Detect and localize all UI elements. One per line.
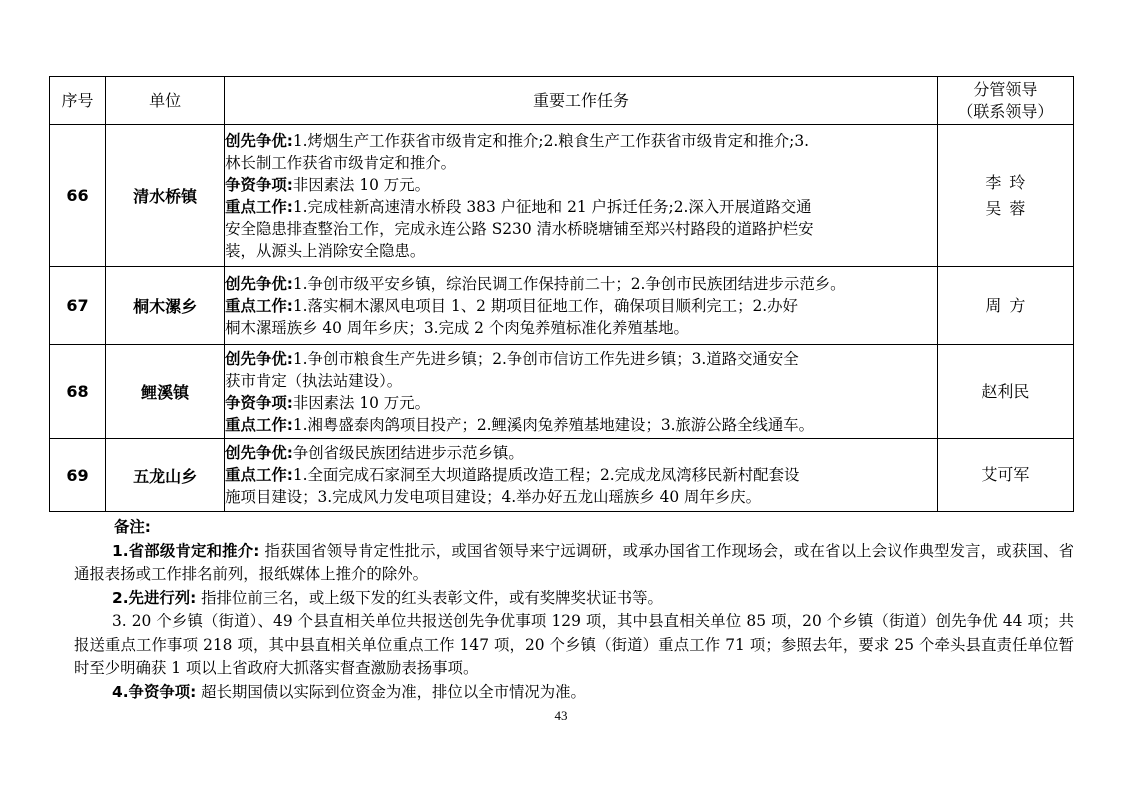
row-tasks: [225, 267, 938, 345]
task-text: 非因素法 10 万元。: [292, 393, 430, 412]
task-text: 1.争创市粮食生产先进乡镇；2.争创市信访工作先进乡镇；3.道路交通安全: [292, 349, 799, 368]
header-unit: 单位: [106, 77, 225, 125]
leader-name: 李玲: [985, 172, 1034, 192]
task-text: 装，从源头上消除安全隐患。: [225, 241, 426, 260]
note-label: 4.争资争项:: [112, 682, 197, 701]
note-label: 1.省部级肯定和推介:: [112, 541, 260, 560]
note-text: 指获国省领导肯定性批示，或国省领导来宁远调研，或承办国省工作现场会，或在省以上会议作典型发言，或获国、省通报表扬或工作排名前列，报纸媒体上推介的除外。: [74, 541, 1074, 583]
task-text: 争创省级民族团结进步示范乡镇。: [292, 444, 524, 462]
task-line: [225, 174, 937, 196]
task-label: 重点工作:: [225, 296, 293, 315]
note-item: [74, 681, 1074, 705]
notes-title: 备注:: [114, 518, 151, 536]
task-text: 1.全面完成石家洞至大坝道路提质改造工程；2.完成龙凤湾移民新村配套设: [292, 466, 800, 484]
task-text: 安全隐患排查整治工作，完成永连公路 S230 清水桥晓塘铺至郑兴村路段的道路护栏安: [225, 219, 814, 238]
row-leaders: [937, 439, 1073, 512]
task-text: 施项目建设；3.完成风力发电项目建设；4.举办好五龙山瑶族乡 40 周年乡庆。: [225, 488, 762, 506]
task-line: [225, 370, 937, 392]
task-line: [225, 392, 937, 414]
table-row: [50, 345, 1074, 439]
row-leaders: [937, 345, 1073, 439]
task-label: 创先争优:: [225, 131, 293, 150]
task-label: 重点工作:: [225, 466, 293, 484]
task-line: [225, 348, 937, 370]
table-header-row: [50, 77, 1074, 125]
task-line: [225, 317, 937, 339]
leader-name: 艾可军: [981, 465, 1030, 484]
task-text: 桐木漯瑶族乡 40 周年乡庆；3.完成 2 个肉兔养殖标准化养殖基地。: [225, 318, 689, 337]
leader-name: 吴蓉: [985, 198, 1034, 218]
task-text: 获市肯定（执法站建设）。: [225, 371, 403, 390]
page-number: 43: [554, 708, 568, 723]
task-label: 创先争优:: [225, 274, 293, 293]
note-item: [74, 610, 1074, 681]
task-line: [225, 130, 937, 152]
task-label: 创先争优:: [225, 349, 293, 368]
task-line: [225, 486, 937, 508]
leader-name: 赵利民: [981, 381, 1030, 401]
row-unit: 桐木漯乡: [106, 267, 225, 345]
table-row: [50, 267, 1074, 345]
notes-section: [74, 516, 1074, 704]
row-leaders: [937, 125, 1073, 267]
task-label: 创先争优:: [225, 444, 293, 462]
row-number: 68: [50, 345, 106, 439]
row-tasks: [225, 125, 938, 267]
header-task: 重要工作任务: [225, 77, 938, 125]
task-line: [225, 442, 937, 464]
task-text: 1.烤烟生产工作获省市级肯定和推介;2.粮食生产工作获省市级肯定和推介;3.: [292, 131, 810, 150]
task-line: [225, 218, 937, 240]
note-text: 3. 20 个乡镇（街道）、49 个县直相关单位共报送创先争优事项 129 项，其中县直相关单位 85 项，20 个乡镇（街道）创先争优 44 项；共报送重点工作事项 218 项，其中县直相关单位重点工作 147 项，20 个乡镇（街道）重点工作 71 项；参照去年，要求 25 个牵头县直责任单位暂时至少明确获 1 项以上省政府大抓落实督查激励表扬事项。: [74, 612, 1074, 677]
header-num: 序号: [50, 77, 106, 125]
table-row: [50, 439, 1074, 512]
row-unit: 鲤溪镇: [106, 345, 225, 439]
header-leader: [937, 77, 1073, 125]
row-number: 66: [50, 125, 106, 267]
task-text: 非因素法 10 万元。: [292, 175, 430, 194]
note-text: 指排位前三名，或上级下发的红头表彰文件，或有奖牌奖状证书等。: [196, 588, 663, 607]
task-line: [225, 273, 937, 295]
task-label: 重点工作:: [225, 197, 293, 216]
task-line: [225, 464, 937, 486]
row-tasks: [225, 345, 938, 439]
task-label: 争资争项:: [225, 175, 293, 194]
row-number: 69: [50, 439, 106, 512]
note-label: 2.先进行列:: [112, 588, 197, 607]
task-line: [225, 152, 937, 174]
note-item: [74, 540, 1074, 587]
task-text: 林长制工作获省市级肯定和推介。: [225, 153, 457, 172]
task-label: 重点工作:: [225, 415, 293, 434]
task-line: [225, 414, 937, 436]
note-text: 超长期国债以实际到位资金为准，排位以全市情况为准。: [196, 682, 586, 701]
header-leader-line1: 分管领导: [973, 79, 1038, 99]
task-line: [225, 196, 937, 218]
task-text: 1.落实桐木漯风电项目 1、2 期项目征地工作，确保项目顺利完工；2.办好: [292, 296, 798, 315]
task-text: 1.完成桂新高速清水桥段 383 户征地和 21 户拆迁任务;2.深入开展道路交通: [292, 197, 812, 216]
row-number: 67: [50, 267, 106, 345]
row-unit: 五龙山乡: [106, 439, 225, 512]
row-unit: 清水桥镇: [106, 125, 225, 267]
note-item: [74, 587, 1074, 611]
tasks-table: [49, 76, 1074, 512]
task-text: 1.湘粤盛泰肉鸽项目投产；2.鲤溪肉兔养殖基地建设；3.旅游公路全线通车。: [292, 415, 815, 434]
row-leaders: [937, 267, 1073, 345]
task-label: 争资争项:: [225, 393, 293, 412]
header-leader-line2: （联系领导）: [957, 101, 1054, 121]
row-tasks: [225, 439, 938, 512]
table-row: [50, 125, 1074, 267]
task-line: [225, 295, 937, 317]
task-line: [225, 240, 937, 262]
leader-name: 周方: [985, 295, 1034, 315]
task-text: 1.争创市级平安乡镇，综治民调工作保持前二十；2.争创市民族团结进步示范乡。: [292, 274, 846, 293]
